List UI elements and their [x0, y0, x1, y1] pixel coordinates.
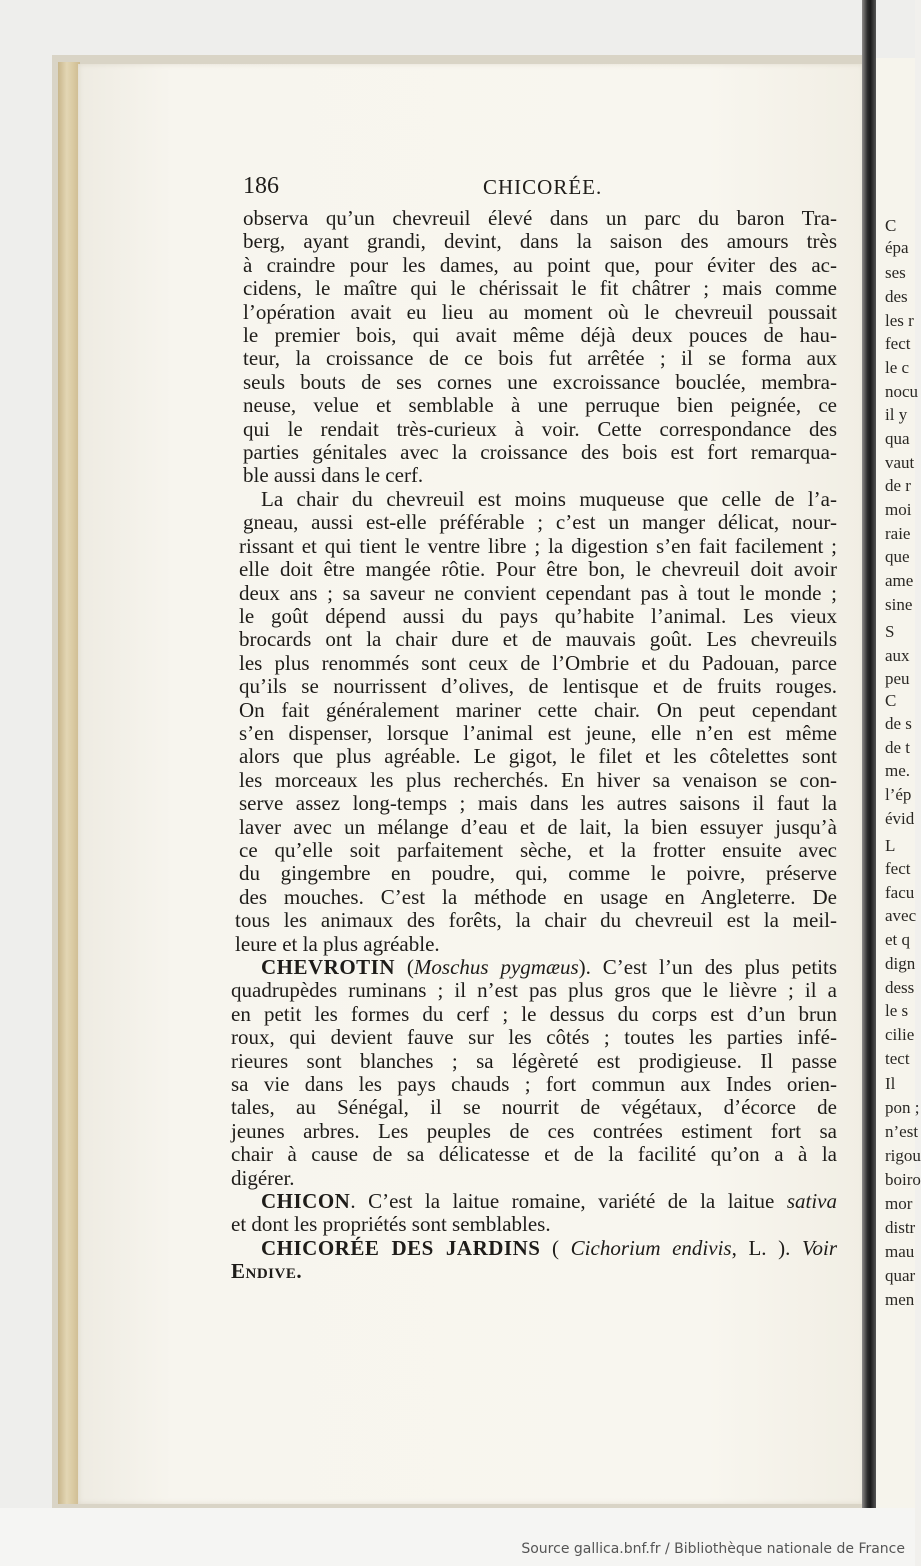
- text-line: ble aussi dans le cerf.: [243, 463, 424, 488]
- facing-page-text: les r: [885, 311, 914, 330]
- text-line: rieures sont blanches ; sa légèreté est prodigieuse. Il passe: [231, 1048, 837, 1073]
- text-line: gneau, aussi est-elle préférable ; c’est un manger délicat, nour-: [243, 510, 837, 535]
- entry-chicon-first-line: [231, 1190, 837, 1213]
- facing-page-text: épa: [885, 238, 909, 257]
- book-gutter: [862, 0, 876, 1566]
- entry-chicoree-target: [231, 1260, 837, 1283]
- facing-page-text: vaut: [885, 453, 915, 472]
- entry-chicoree-paren: (: [540, 1235, 571, 1260]
- facing-page-text: ses: [885, 263, 906, 282]
- facing-page-text: des: [885, 287, 908, 306]
- facing-page-text: nocu: [885, 382, 919, 401]
- facing-page-text: évid: [885, 809, 915, 828]
- text-line: les plus renommés sont ceux de l’Ombrie et du Padouan, parce: [239, 650, 837, 675]
- cross-ref-voir: Voir: [802, 1235, 838, 1260]
- facing-page-text: de t: [885, 738, 911, 757]
- text-line: ce qu’elle soit parfaitement sèche, et la frotter ensuite avec: [239, 837, 837, 862]
- facing-page-text: sine: [885, 595, 913, 614]
- text-line: serve assez long-temps ; mais dans les autres saisons il faut la: [239, 791, 837, 816]
- text-line: berg, ayant grandi, devint, dans la saison des amours très: [243, 229, 837, 254]
- footer-strip: [0, 1508, 915, 1566]
- text-line: rissant et qui tient le ventre libre ; la digestion s’en fait facilement ;: [239, 533, 837, 558]
- facing-page-text: facu: [885, 883, 915, 902]
- facing-page-text: me.: [885, 761, 911, 780]
- body-text: [231, 207, 837, 1284]
- facing-page-text: tect: [885, 1049, 910, 1068]
- text-line: l’opération avait eu lieu au moment où le chevreuil poussait: [243, 299, 837, 324]
- facing-page-text: L: [885, 836, 896, 855]
- text-line: qui le rendait très-curieux à voir. Cette correspondance des: [243, 416, 837, 441]
- facing-page-text: qua: [885, 429, 910, 448]
- facing-page-text: moi: [885, 500, 912, 519]
- text-line: On fait généralement mariner cette chair. On peut cependant: [239, 697, 837, 722]
- entry-chevrotin-text: ). C’est l’un des plus petits: [578, 955, 837, 979]
- text-line: laver avec un mélange d’eau et de lait, la bien essuyer jusqu’à: [239, 814, 837, 839]
- text-line: sa vie dans les pays chauds ; fort commun aux Indes orien-: [231, 1072, 837, 1097]
- facing-page-text: le c: [885, 358, 910, 377]
- facing-page-text: mau: [885, 1242, 915, 1261]
- running-title: CHICORÉE.: [483, 175, 603, 199]
- text-line: qu’ils se nourrissent d’olives, de lentisque et de fruits rouges.: [239, 674, 837, 699]
- latin-name-chicoree: Cichorium endivis: [570, 1235, 732, 1260]
- text-line: observa qu’un chevreuil élevé dans un parc du baron Tra-: [243, 206, 837, 230]
- text-line: s’en dispenser, lorsque l’animal est jeune, elle n’en est même: [239, 720, 837, 745]
- facing-page-text: C: [885, 216, 897, 235]
- facing-page-text: aux: [885, 646, 910, 665]
- facing-page-text: n’est: [885, 1122, 919, 1141]
- text-line: jeunes arbres. Les peuples de ces contrées estiment fort sa: [231, 1118, 837, 1143]
- text-line: seuls bouts de ses cornes une excroissance bouclée, membra-: [243, 369, 837, 394]
- page-edges: [58, 62, 80, 1504]
- text-line: parties génitales avec la croissance des bois est fort remarqua-: [243, 440, 837, 465]
- entry-chevrotin-first-line: CHEVROTIN (Moschus pygmæus). C’est l’un des plus petits: [261, 955, 837, 979]
- text-line: à craindre pour les dames, au point que, pour éviter des ac-: [243, 252, 837, 277]
- facing-page-text: C: [885, 691, 897, 710]
- text-line: le goût dépend aussi du pays qu’habite l’animal. Les vieux: [239, 603, 837, 628]
- facing-page-text: boiro: [885, 1170, 921, 1189]
- facing-page-text: de s: [885, 714, 912, 733]
- facing-page-text: S: [885, 622, 895, 641]
- entry-term-chicoree: CHICORÉE DES JARDINS: [261, 1235, 541, 1260]
- text-line: neuse, velue et semblable à une perruque bien peignée, ce: [243, 393, 837, 418]
- facing-page-text: de r: [885, 476, 911, 495]
- text-line: le premier bois, qui avait même déjà deux pouces de hau-: [243, 323, 837, 348]
- facing-page-text: dign: [885, 954, 916, 973]
- text-line: les morceaux les plus recherchés. En hiver sa venaison se con-: [239, 767, 837, 792]
- facing-page-text: fect: [885, 859, 911, 878]
- text-line: chair à cause de sa délicatesse et de la facilité qu’on a à la: [231, 1142, 837, 1167]
- chevreuil-paragraphs: [231, 207, 837, 956]
- text-line: roux, qui devient fauve sur les côtés ; toutes les parties infé-: [231, 1025, 837, 1050]
- page-number: 186: [243, 173, 279, 199]
- facing-page-text: fect: [885, 334, 911, 353]
- facing-page-text: quar: [885, 1266, 916, 1285]
- facing-page-text: et q: [885, 930, 911, 949]
- text-line: La chair du chevreuil est moins muqueuse que celle de l’a-: [261, 486, 837, 511]
- facing-page-text: avec: [885, 906, 917, 925]
- entry-chicon-text: . C’est la laitue romaine, variété de la laitue: [350, 1189, 775, 1214]
- facing-page-text: l’ép: [885, 785, 912, 804]
- facing-page-text: il y: [885, 405, 908, 424]
- text-line: des mouches. C’est la méthode en usage en Angleterre. De: [239, 884, 837, 909]
- entry-chicoree-author: , L. ).: [731, 1235, 802, 1260]
- text-line: alors que plus agréable. Le gigot, le filet et les côtelettes sont: [239, 744, 837, 769]
- text-line: deux ans ; sa saveur ne convient cependant pas à tout le monde ;: [239, 580, 837, 605]
- source-credit: Source gallica.bnf.fr / Bibliothèque nationale de France: [521, 1541, 905, 1557]
- facing-page-text: raie: [885, 524, 911, 543]
- entry-term-chevrotin: CHEVROTIN: [261, 955, 396, 979]
- facing-page-text: peu: [885, 669, 910, 688]
- latin-name-chevrotin: Moschus pygmæus: [413, 955, 579, 979]
- text-line: quadrupèdes ruminans ; il n’est pas plus gros que le lièvre ; il a: [231, 978, 837, 1003]
- entry-term-chicon: CHICON: [261, 1189, 351, 1214]
- text-line: leure et la plus agréable.: [235, 931, 440, 956]
- facing-page-text: men: [885, 1290, 915, 1309]
- facing-page-text: rigou: [885, 1146, 921, 1165]
- facing-page-text: le s: [885, 1001, 909, 1020]
- facing-page-text: pon ;: [885, 1098, 920, 1117]
- entry-chicon-second-line: et dont les propriétés sont semblables.: [231, 1212, 551, 1237]
- facing-page-text: mor: [885, 1194, 913, 1213]
- entry-chevrotin-body: [231, 979, 837, 1190]
- text-line: en petit les formes du cerf ; le dessus du corps est d’un brun: [231, 1001, 837, 1026]
- text-line: teur, la croissance de ce bois fut arrêtée ; il se forma aux: [243, 346, 837, 371]
- facing-page-text: que: [885, 547, 910, 566]
- facing-page-fragment: [876, 58, 921, 1508]
- text-line: cidens, le maître qui le chérissait le fit châtrer ; mais comme: [243, 276, 837, 301]
- text-line: digérer.: [231, 1165, 295, 1190]
- cross-ref-target: Endive.: [231, 1259, 303, 1284]
- facing-page-text: cilie: [885, 1025, 915, 1044]
- text-line: du gingembre en poudre, qui, comme le poivre, préserve: [239, 861, 837, 886]
- facing-page-text: Il: [885, 1074, 896, 1093]
- latin-name-chicon: sativa: [786, 1189, 837, 1214]
- facing-page-text: dess: [885, 978, 915, 997]
- facing-page-text: ame: [885, 571, 914, 590]
- entry-chicoree-first-line: [231, 1237, 837, 1260]
- text-line: tales, au Sénégal, il se nourrit de végétaux, d’écorce de: [231, 1095, 837, 1120]
- facing-page-text: distr: [885, 1218, 916, 1237]
- text-line: brocards ont la chair dure et de mauvais goût. Les chevreuils: [239, 627, 837, 652]
- text-line: tous les animaux des forêts, la chair du chevreuil est la meil-: [235, 908, 837, 933]
- text-line: elle doit être mangée rôtie. Pour être bon, le chevreuil doit avoir: [239, 557, 837, 582]
